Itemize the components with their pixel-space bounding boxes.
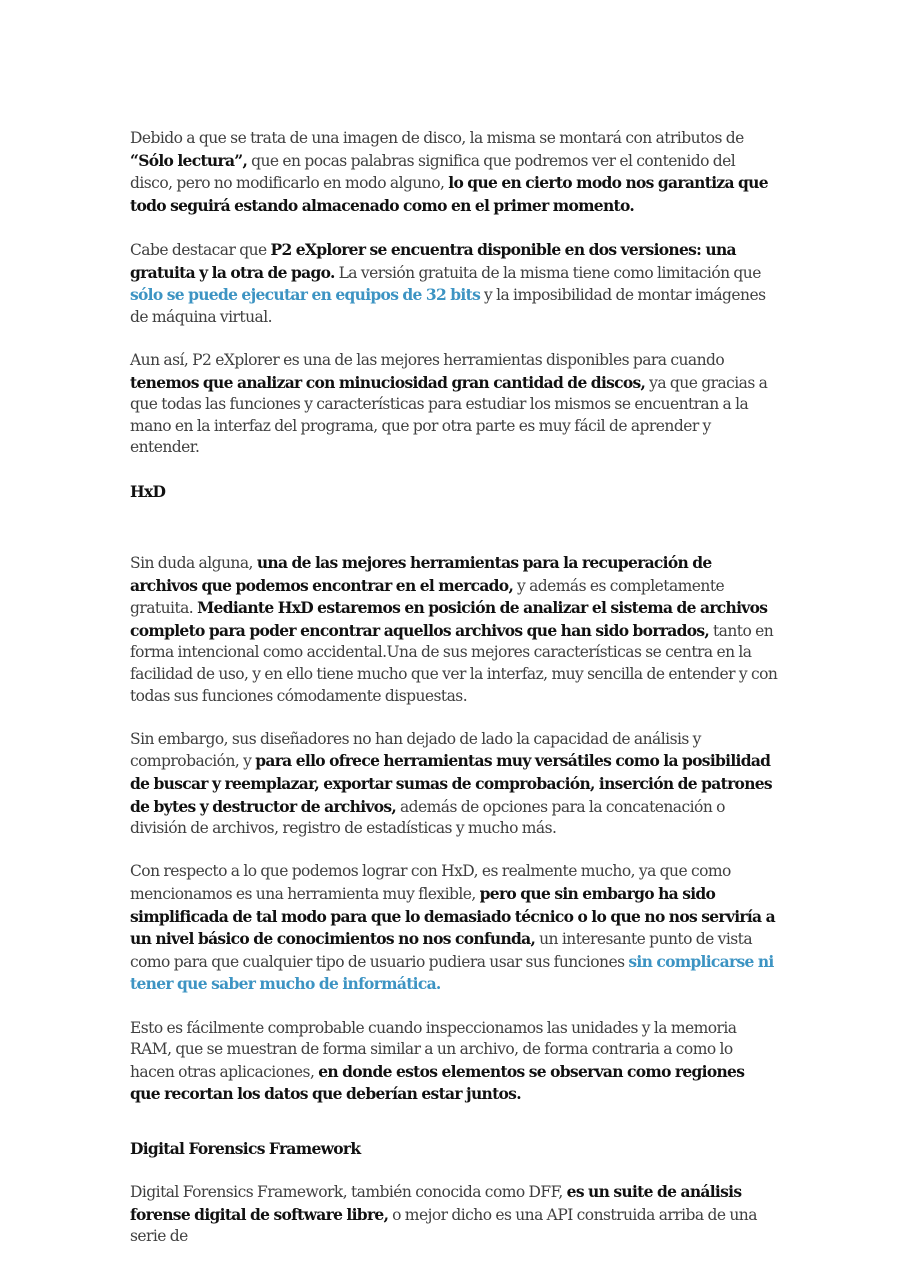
paragraph-dff-intro: [130, 1181, 778, 1248]
text: Cabe destacar que: [130, 240, 271, 259]
bold-text: pero que sin embargo ha sido simplificada de tal modo para que lo demasiado técnico o lo que no nos serviría a un nivel básico de conocimientos no nos confunda,: [130, 884, 775, 949]
text: Esto es fácilmente comprobable cuando inspeccionamos las unidades y la memoria RAM, que se muestran de forma similar a un archivo, de forma contraria a como lo hacen otras aplicaciones,: [130, 1018, 737, 1081]
bold-text: para ello ofrece herramientas muy versátiles como la posibilidad de buscar y reemplazar, exportar sumas de comprobación, inserción de patrones de bytes y destructor de archivos,: [130, 751, 772, 816]
paragraph-hxd-intro: [130, 552, 778, 707]
bold-text: es un suite de análisis forense digital de software libre,: [130, 1182, 742, 1224]
spacer: [130, 1160, 778, 1182]
bold-text: P2 eXplorer se encuentra disponible en dos versiones: una gratuita y la otra de pago.: [130, 239, 736, 282]
bold-text: “Sólo lectura”,: [130, 150, 248, 170]
spacer: [130, 502, 778, 552]
text: además de opciones para la concatenación o división de archivos, registro de estadísticas y mucho más.: [130, 797, 725, 838]
heading-digital-forensics-framework: Digital Forensics Framework: [130, 1138, 361, 1158]
text: Debido a que se trata de una imagen de disco, la misma se montará con atributos de: [130, 129, 744, 147]
link-32-bits[interactable]: sólo se puede ejecutar en equipos de 32 bits: [130, 285, 481, 305]
text: Digital Forensics Framework, también conocida como DFF,: [130, 1183, 567, 1202]
text: Aun así, P2 eXplorer es una de las mejores herramientas disponibles para cuando: [130, 350, 725, 369]
paragraph-hxd-herramientas: [130, 729, 778, 840]
link-sin-complicarse[interactable]: sin complicarse ni tener que saber mucho de informática.: [130, 951, 774, 994]
text: Con respecto a lo que podemos lograr con HxD, es realmente mucho, ya que como mencionamos es una herramienta muy flexible,: [130, 862, 731, 903]
bold-text: lo que en cierto modo nos garantiza que todo seguirá estando almacenado como en el primer momento.: [130, 173, 768, 215]
text: y además es completamente gratuita.: [130, 576, 725, 618]
bold-text: tenemos que analizar con minuciosidad gran cantidad de discos,: [130, 372, 646, 392]
document-page: [130, 128, 778, 1270]
text: ya que gracias a que todas las funciones y características para estudiar los mismos se encuentran a la mano en la interfaz del programa, que por otra parte es muy fácil de aprender y entender.: [130, 373, 768, 457]
paragraph-aun-asi: [130, 350, 778, 459]
bold-text: Mediante HxD estaremos en posición de analizar el sistema de archivos completo para poder encontrar aquellos archivos que han sido borrados,: [130, 598, 768, 640]
text: o mejor dicho es una API construida arriba de una serie de: [130, 1205, 757, 1246]
heading-hxd: HxD: [130, 481, 166, 501]
bold-text: una de las mejores herramientas para la recuperación de archivos que podemos encontrar en el mercado,: [130, 553, 712, 595]
text: un interesante punto de vista como para que cualquier tipo de usuario pudiera usar sus funciones: [130, 930, 753, 971]
paragraph-hxd-ram: [130, 1018, 778, 1106]
bold-text: en donde estos elementos se observan como regiones que recortan los datos que deberían estar juntos.: [130, 1061, 745, 1104]
paragraph-hxd-flexible: [130, 861, 778, 996]
text: La versión gratuita de la misma tiene como limitación que: [334, 263, 761, 282]
spacer: [130, 1106, 778, 1138]
text: Sin embargo, sus diseñadores no han dejado de lado la capacidad de análisis y comprobación, y: [130, 729, 701, 771]
paragraph-versiones: [130, 239, 778, 328]
text: que en pocas palabras significa que podremos ver el contenido del disco, pero no modificarlo en modo alguno,: [130, 151, 736, 193]
text: y la imposibilidad de montar imágenes de máquina virtual.: [130, 286, 766, 326]
paragraph-solo-lectura: [130, 128, 778, 217]
text: tanto en forma intencional como accidental.Una de sus mejores características se centra en la facilidad de uso, y en ello tiene mucho que ver la interfaz, muy sencilla de entender y con todas sus funciones cómodamente dispuestas.: [130, 621, 778, 705]
text: Sin duda alguna,: [130, 554, 257, 573]
